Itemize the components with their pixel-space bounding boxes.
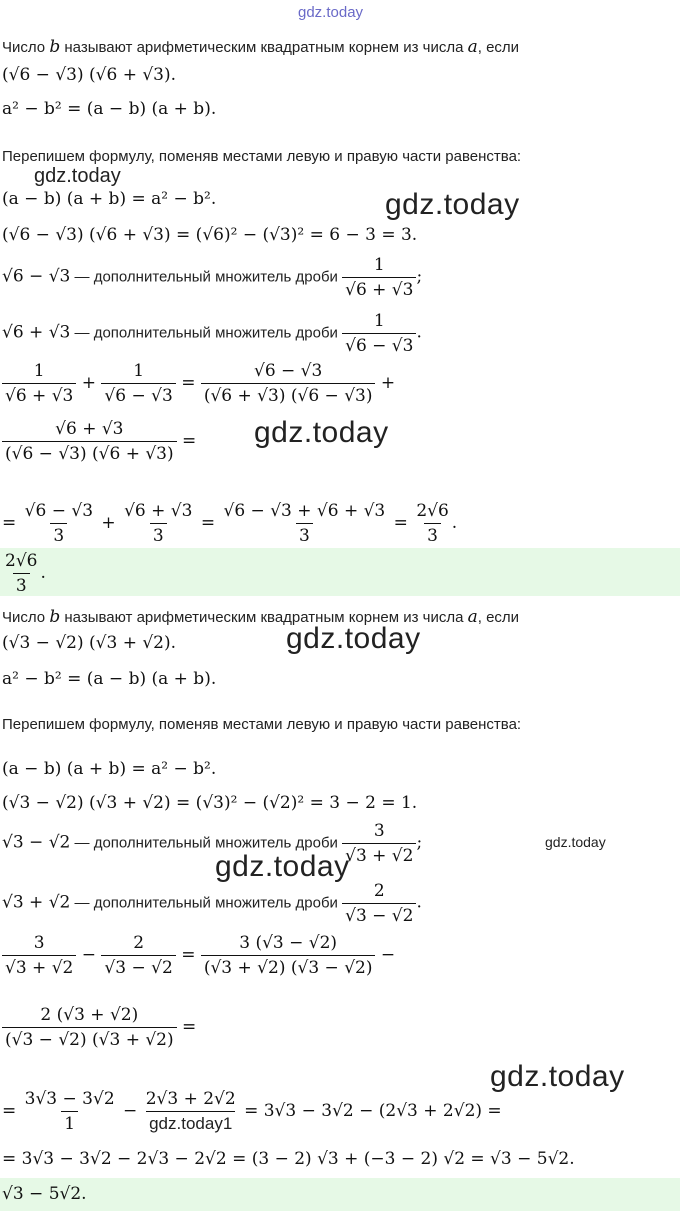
fraction-denominator: (√6 + √3) (√6 − √3)	[201, 383, 376, 407]
calc-1: (√6 − √3) (√6 + √3) = (√6)² − (√3)² = 6 − 3 = 3.	[2, 225, 418, 245]
fraction	[413, 500, 451, 547]
plus-sign: +	[81, 373, 97, 393]
fraction-numerator: 2√6	[5, 551, 38, 571]
fraction-denominator: √3 − √2	[101, 955, 175, 979]
fraction-denominator: √6 + √3	[2, 383, 76, 407]
fraction-numerator: 1	[133, 361, 145, 381]
fraction-numerator: 2	[133, 933, 145, 953]
rewrite-text-2: Перепишем формулу, поменяв местами левую и правую части равенства:	[2, 716, 522, 733]
fraction	[2, 932, 76, 979]
multiplier-text: — дополнительный множитель дроби	[70, 268, 343, 286]
multiplier-expr: √3 + √2	[2, 892, 71, 913]
fraction-denominator: √6 − √3	[101, 383, 175, 407]
identity-1: a² − b² = (a − b) (a + b).	[2, 99, 217, 119]
fraction-numerator: 2	[373, 881, 385, 901]
equals-sign: =	[200, 513, 216, 533]
fraction	[201, 360, 376, 407]
rewrite-text-1: Перепишем формулу, поменяв местами левую и правую части равенства:	[2, 148, 522, 165]
fraction-denominator: 3	[50, 523, 67, 547]
expression-2: (√3 − √2) (√3 + √2).	[2, 633, 177, 653]
minus-sign: −	[123, 1101, 138, 1121]
final-line-2b: = 3√3 − 3√2 − 2√3 − 2√2 = (3 − 2) √3 + (−3 − 2) √2 = √3 − 5√2.	[2, 1149, 575, 1169]
fraction	[2, 1004, 177, 1051]
sum-line-2	[2, 418, 196, 465]
fraction-denominator: 3	[150, 523, 167, 547]
fraction-numerator: √6 − √3	[24, 501, 94, 521]
fraction	[201, 932, 376, 979]
equals-sign: =	[182, 1017, 197, 1037]
fraction-numerator: 2 (√3 + √2)	[40, 1005, 139, 1025]
fraction-denominator: 3	[296, 523, 313, 547]
fraction-numerator: 3 (√3 − √2)	[239, 933, 338, 953]
final-line-1: = $\frac{√6 - √3}{3}$ + $\frac{√6 + √3}{3}$ = $\frac{√6 - √3 + √6 + √3}{3}$ = $\frac{2√6}{3}$ .	[2, 501, 458, 546]
fraction	[342, 880, 416, 927]
fraction-numerator: 1	[373, 311, 385, 331]
fraction	[2, 550, 40, 597]
expression-rest: = 3√3 − 3√2 − (2√3 + 2√2) =	[244, 1101, 502, 1121]
watermark-2: gdz.today	[385, 188, 520, 221]
watermark-5: gdz.today	[545, 834, 606, 850]
identity2-1: (a − b) (a + b) = a² − b².	[2, 189, 217, 209]
fraction-denominator: 3	[424, 523, 441, 547]
watermark-3: gdz.today	[254, 416, 389, 449]
fraction	[22, 1088, 118, 1135]
fraction-denominator: √3 + √2	[2, 955, 76, 979]
fraction-denominator: √6 + √3	[342, 277, 416, 301]
fraction-numerator: 3√3 − 3√2	[24, 1089, 115, 1109]
multiplier-text: — дополнительный множитель дроби	[70, 834, 343, 852]
diff-line-1	[2, 932, 395, 979]
identity2-2: (a − b) (a + b) = a² − b².	[2, 759, 217, 779]
plus-sign: +	[101, 513, 116, 533]
var-b: b	[49, 37, 61, 57]
fraction	[143, 1088, 239, 1135]
fraction-denominator: √3 + √2	[342, 843, 416, 867]
watermark-top: gdz.today	[298, 4, 364, 21]
fraction-denominator: (√6 − √3) (√6 + √3)	[2, 441, 177, 465]
multiplier-expr: √6 − √3	[2, 266, 71, 287]
var-b: b	[49, 607, 61, 627]
watermark-1: gdz.today	[34, 165, 121, 187]
fraction	[2, 418, 177, 465]
multiplier-line-2b	[2, 880, 422, 927]
intro-text-b: называют арифметическим квадратным корнем из числа	[60, 609, 468, 626]
fraction-denominator: 1	[61, 1111, 78, 1135]
equals-sign: =	[2, 513, 17, 533]
intro-text-2	[2, 606, 519, 628]
fraction-denominator: (√3 − √2) (√3 + √2)	[2, 1027, 177, 1051]
watermark-7: gdz.today	[490, 1060, 625, 1093]
fraction-numerator: 1	[373, 255, 385, 275]
equals-sign: =	[182, 431, 197, 451]
diff-line-2	[2, 1004, 196, 1051]
minus-sign: −	[81, 945, 97, 965]
answer-1	[2, 550, 46, 597]
fraction	[342, 820, 416, 867]
fraction	[101, 932, 175, 979]
multiplier-line-1b	[2, 310, 422, 357]
fraction-numerator: 3	[373, 821, 385, 841]
var-a: a	[467, 37, 478, 57]
fraction	[22, 500, 96, 547]
identity-2: a² − b² = (a − b) (a + b).	[2, 669, 217, 689]
punctuation: .	[40, 563, 46, 583]
fraction	[121, 500, 195, 547]
intro-text-1	[2, 36, 519, 58]
equals-sign: =	[393, 513, 408, 533]
watermark-8: gdz.today1	[146, 1111, 235, 1135]
var-a: a	[467, 607, 478, 627]
fraction-numerator: √6 + √3	[124, 501, 193, 521]
fraction	[2, 360, 76, 407]
intro-text-a: Число	[2, 39, 50, 56]
punctuation: ;	[416, 832, 423, 853]
answer-box-2	[0, 1178, 680, 1211]
answer-2: √3 − 5√2.	[2, 1184, 87, 1204]
fraction	[342, 310, 416, 357]
fraction-numerator: 2√3 + 2√2	[145, 1089, 236, 1109]
multiplier-line-2a	[2, 820, 422, 867]
fraction	[101, 360, 175, 407]
fraction-numerator: √6 − √3 + √6 + √3	[223, 501, 386, 521]
watermark-6: gdz.today	[215, 850, 350, 883]
multiplier-expr: √6 + √3	[2, 322, 71, 343]
fraction-denominator: √6 − √3	[342, 333, 416, 357]
punctuation: ;	[416, 266, 423, 287]
plus-sign: +	[380, 373, 396, 393]
fraction-numerator: 1	[33, 361, 45, 381]
multiplier-text: — дополнительный множитель дроби	[70, 324, 343, 342]
punctuation: .	[416, 322, 422, 343]
multiplier-line-1a	[2, 254, 422, 301]
fraction	[342, 254, 416, 301]
equals-sign: =	[181, 945, 196, 965]
intro-text-b: называют арифметическим квадратным корнем из числа	[60, 39, 468, 56]
fraction-denominator: (√3 + √2) (√3 − √2)	[201, 955, 376, 979]
answer-box-1	[0, 548, 680, 596]
intro-text-c: , если	[477, 39, 520, 56]
minus-sign: −	[380, 945, 396, 965]
calc-2: (√3 − √2) (√3 + √2) = (√3)² − (√2)² = 3 − 2 = 1.	[2, 793, 418, 813]
fraction-numerator: √6 − √3	[253, 361, 323, 381]
fraction-denominator: √3 − √2	[342, 903, 416, 927]
fraction-numerator: 3	[33, 933, 45, 953]
fraction-numerator: 2√6	[416, 501, 449, 521]
fraction-numerator: √6 + √3	[55, 419, 124, 439]
equals-sign: =	[2, 1101, 17, 1121]
watermark-4: gdz.today	[286, 622, 421, 655]
fraction	[221, 500, 389, 547]
equals-sign: =	[181, 373, 196, 393]
multiplier-expr: √3 − √2	[2, 832, 71, 853]
intro-text-c: , если	[477, 609, 520, 626]
sum-line-1	[2, 360, 395, 407]
final-line-2a	[2, 1088, 502, 1135]
multiplier-text: — дополнительный множитель дроби	[70, 894, 343, 912]
fraction-denominator: 3	[13, 573, 30, 597]
intro-text-a: Число	[2, 609, 50, 626]
expression-1: (√6 − √3) (√6 + √3).	[2, 65, 177, 85]
punctuation: .	[416, 892, 422, 913]
